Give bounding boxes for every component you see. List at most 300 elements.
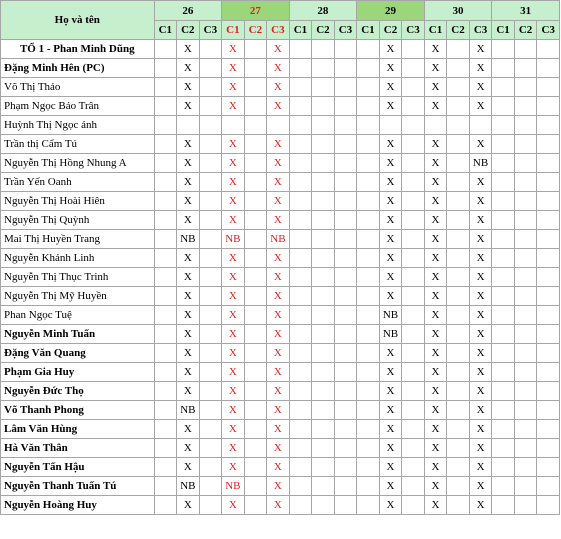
attendance-cell bbox=[244, 344, 267, 363]
attendance-cell: X bbox=[267, 78, 290, 97]
attendance-cell bbox=[492, 40, 515, 59]
attendance-cell: X bbox=[267, 211, 290, 230]
attendance-cell: X bbox=[379, 439, 402, 458]
person-name: Trần thị Cẩm Tú bbox=[1, 135, 155, 154]
attendance-cell: X bbox=[424, 78, 447, 97]
attendance-cell: X bbox=[222, 135, 245, 154]
attendance-cell bbox=[289, 287, 312, 306]
attendance-cell bbox=[514, 59, 537, 78]
attendance-cell: X bbox=[469, 287, 492, 306]
attendance-cell bbox=[447, 211, 470, 230]
attendance-cell bbox=[492, 249, 515, 268]
attendance-cell bbox=[244, 192, 267, 211]
attendance-cell bbox=[154, 230, 177, 249]
attendance-cell bbox=[244, 268, 267, 287]
attendance-cell bbox=[492, 154, 515, 173]
attendance-cell bbox=[357, 306, 380, 325]
attendance-cell bbox=[244, 306, 267, 325]
attendance-cell: X bbox=[177, 135, 200, 154]
attendance-cell bbox=[199, 401, 222, 420]
attendance-cell bbox=[312, 287, 335, 306]
attendance-cell: X bbox=[424, 496, 447, 515]
attendance-cell bbox=[402, 192, 425, 211]
attendance-cell bbox=[312, 496, 335, 515]
attendance-cell bbox=[154, 78, 177, 97]
attendance-cell bbox=[492, 363, 515, 382]
attendance-cell: X bbox=[222, 382, 245, 401]
attendance-cell bbox=[289, 97, 312, 116]
attendance-cell: X bbox=[469, 401, 492, 420]
attendance-cell bbox=[312, 135, 335, 154]
attendance-cell: X bbox=[267, 173, 290, 192]
attendance-cell bbox=[514, 40, 537, 59]
attendance-cell bbox=[244, 230, 267, 249]
attendance-cell bbox=[514, 230, 537, 249]
attendance-cell: X bbox=[267, 135, 290, 154]
attendance-cell bbox=[244, 116, 267, 135]
day-header: 30 bbox=[424, 1, 492, 21]
attendance-cell: X bbox=[379, 268, 402, 287]
table-row bbox=[1, 439, 560, 458]
attendance-cell bbox=[334, 40, 357, 59]
attendance-cell bbox=[312, 116, 335, 135]
attendance-cell bbox=[312, 401, 335, 420]
attendance-cell bbox=[154, 268, 177, 287]
attendance-cell bbox=[334, 306, 357, 325]
table-row bbox=[1, 496, 560, 515]
attendance-cell: X bbox=[424, 211, 447, 230]
attendance-cell: NB bbox=[177, 401, 200, 420]
attendance-cell: X bbox=[267, 477, 290, 496]
attendance-cell bbox=[492, 458, 515, 477]
attendance-cell bbox=[334, 439, 357, 458]
attendance-cell bbox=[402, 154, 425, 173]
attendance-cell bbox=[447, 325, 470, 344]
attendance-cell bbox=[514, 458, 537, 477]
slot-header: C2 bbox=[379, 21, 402, 40]
attendance-cell bbox=[537, 249, 560, 268]
attendance-cell: X bbox=[267, 420, 290, 439]
attendance-cell bbox=[537, 97, 560, 116]
person-name: Phạm Gia Huy bbox=[1, 363, 155, 382]
attendance-cell bbox=[537, 78, 560, 97]
attendance-cell bbox=[154, 344, 177, 363]
attendance-cell bbox=[244, 135, 267, 154]
attendance-cell bbox=[244, 458, 267, 477]
table-row bbox=[1, 78, 560, 97]
attendance-cell bbox=[402, 249, 425, 268]
person-name: Đặng Minh Hên (PC) bbox=[1, 59, 155, 78]
attendance-cell: X bbox=[469, 420, 492, 439]
attendance-cell bbox=[244, 211, 267, 230]
attendance-cell bbox=[244, 477, 267, 496]
slot-header: C3 bbox=[402, 21, 425, 40]
attendance-cell: X bbox=[424, 458, 447, 477]
attendance-cell: X bbox=[222, 268, 245, 287]
attendance-cell: NB bbox=[222, 477, 245, 496]
attendance-cell bbox=[357, 40, 380, 59]
attendance-cell bbox=[312, 306, 335, 325]
attendance-cell bbox=[154, 306, 177, 325]
attendance-cell bbox=[357, 363, 380, 382]
attendance-cell bbox=[199, 439, 222, 458]
attendance-cell bbox=[289, 78, 312, 97]
table-row bbox=[1, 230, 560, 249]
attendance-cell bbox=[289, 230, 312, 249]
attendance-cell bbox=[334, 268, 357, 287]
attendance-cell: X bbox=[469, 40, 492, 59]
attendance-cell: X bbox=[469, 306, 492, 325]
attendance-cell: X bbox=[177, 287, 200, 306]
attendance-cell bbox=[289, 59, 312, 78]
attendance-cell: X bbox=[379, 382, 402, 401]
attendance-cell bbox=[537, 287, 560, 306]
slot-header: C3 bbox=[469, 21, 492, 40]
attendance-cell: X bbox=[222, 287, 245, 306]
attendance-cell: X bbox=[379, 135, 402, 154]
attendance-cell bbox=[357, 382, 380, 401]
attendance-cell bbox=[199, 135, 222, 154]
attendance-cell bbox=[357, 268, 380, 287]
attendance-cell bbox=[199, 458, 222, 477]
attendance-cell bbox=[447, 59, 470, 78]
table-row bbox=[1, 97, 560, 116]
attendance-cell bbox=[334, 135, 357, 154]
attendance-cell bbox=[492, 382, 515, 401]
attendance-cell: X bbox=[177, 382, 200, 401]
attendance-cell bbox=[154, 173, 177, 192]
attendance-cell bbox=[244, 78, 267, 97]
slot-header: C3 bbox=[199, 21, 222, 40]
attendance-cell bbox=[334, 420, 357, 439]
attendance-cell: X bbox=[267, 154, 290, 173]
attendance-cell bbox=[289, 496, 312, 515]
attendance-cell bbox=[492, 135, 515, 154]
day-header: 26 bbox=[154, 1, 222, 21]
attendance-cell bbox=[514, 249, 537, 268]
attendance-cell bbox=[312, 344, 335, 363]
day-header: 29 bbox=[357, 1, 425, 21]
attendance-cell: X bbox=[469, 192, 492, 211]
attendance-cell: NB bbox=[177, 477, 200, 496]
attendance-cell bbox=[537, 116, 560, 135]
attendance-cell bbox=[402, 458, 425, 477]
attendance-cell bbox=[177, 116, 200, 135]
attendance-cell bbox=[447, 477, 470, 496]
attendance-cell: X bbox=[222, 173, 245, 192]
table-row bbox=[1, 116, 560, 135]
attendance-cell: X bbox=[222, 363, 245, 382]
attendance-cell bbox=[312, 325, 335, 344]
attendance-cell bbox=[447, 192, 470, 211]
attendance-cell bbox=[199, 173, 222, 192]
attendance-cell bbox=[537, 401, 560, 420]
attendance-cell bbox=[199, 287, 222, 306]
slot-header: C1 bbox=[424, 21, 447, 40]
attendance-cell: X bbox=[469, 173, 492, 192]
attendance-cell: X bbox=[177, 78, 200, 97]
attendance-cell bbox=[312, 211, 335, 230]
attendance-cell bbox=[312, 458, 335, 477]
attendance-cell bbox=[537, 135, 560, 154]
attendance-cell bbox=[357, 59, 380, 78]
slot-header: C2 bbox=[312, 21, 335, 40]
person-name: Huỳnh Thị Ngọc ánh bbox=[1, 116, 155, 135]
attendance-cell: X bbox=[379, 211, 402, 230]
table-row bbox=[1, 477, 560, 496]
attendance-cell bbox=[334, 154, 357, 173]
attendance-cell bbox=[289, 325, 312, 344]
attendance-cell bbox=[334, 116, 357, 135]
attendance-cell bbox=[312, 268, 335, 287]
person-name: Nguyễn Thị Hoài Hiên bbox=[1, 192, 155, 211]
attendance-cell: X bbox=[469, 230, 492, 249]
attendance-cell bbox=[447, 496, 470, 515]
attendance-cell bbox=[447, 78, 470, 97]
attendance-cell: X bbox=[379, 496, 402, 515]
attendance-cell bbox=[199, 249, 222, 268]
attendance-cell bbox=[312, 97, 335, 116]
slot-header: C3 bbox=[334, 21, 357, 40]
attendance-cell bbox=[514, 287, 537, 306]
attendance-cell bbox=[537, 154, 560, 173]
table-row bbox=[1, 40, 560, 59]
attendance-cell bbox=[334, 97, 357, 116]
attendance-cell: X bbox=[222, 325, 245, 344]
attendance-cell bbox=[154, 477, 177, 496]
attendance-cell bbox=[289, 249, 312, 268]
person-name: Nguyễn Thanh Tuấn Tú bbox=[1, 477, 155, 496]
attendance-cell: X bbox=[177, 496, 200, 515]
attendance-cell bbox=[289, 306, 312, 325]
attendance-cell bbox=[447, 173, 470, 192]
attendance-cell bbox=[289, 173, 312, 192]
attendance-cell bbox=[402, 325, 425, 344]
attendance-cell bbox=[514, 439, 537, 458]
attendance-cell bbox=[199, 59, 222, 78]
attendance-cell: NB bbox=[469, 154, 492, 173]
attendance-cell: X bbox=[177, 344, 200, 363]
person-name: Nguyễn Khánh Linh bbox=[1, 249, 155, 268]
attendance-cell bbox=[514, 382, 537, 401]
attendance-cell bbox=[447, 382, 470, 401]
attendance-cell bbox=[199, 230, 222, 249]
name-column-header: Họ và tên bbox=[1, 1, 155, 40]
attendance-cell bbox=[537, 211, 560, 230]
attendance-cell bbox=[447, 230, 470, 249]
table-row bbox=[1, 287, 560, 306]
table-row bbox=[1, 458, 560, 477]
attendance-cell bbox=[537, 40, 560, 59]
slot-header: C1 bbox=[289, 21, 312, 40]
person-name: Nguyễn Thị Quỳnh bbox=[1, 211, 155, 230]
attendance-cell bbox=[402, 78, 425, 97]
attendance-cell bbox=[289, 116, 312, 135]
attendance-cell: X bbox=[469, 477, 492, 496]
attendance-cell bbox=[537, 268, 560, 287]
attendance-cell bbox=[357, 173, 380, 192]
attendance-cell: X bbox=[469, 268, 492, 287]
attendance-cell bbox=[289, 135, 312, 154]
attendance-cell bbox=[357, 477, 380, 496]
attendance-cell bbox=[154, 458, 177, 477]
attendance-cell bbox=[289, 420, 312, 439]
attendance-cell bbox=[514, 78, 537, 97]
attendance-cell: NB bbox=[267, 230, 290, 249]
attendance-cell bbox=[334, 363, 357, 382]
attendance-cell bbox=[402, 306, 425, 325]
attendance-cell bbox=[402, 496, 425, 515]
attendance-cell bbox=[334, 496, 357, 515]
attendance-cell: X bbox=[469, 496, 492, 515]
attendance-cell bbox=[402, 59, 425, 78]
attendance-cell: X bbox=[424, 325, 447, 344]
attendance-cell bbox=[244, 439, 267, 458]
attendance-cell: X bbox=[177, 420, 200, 439]
attendance-cell: X bbox=[424, 154, 447, 173]
attendance-cell bbox=[447, 135, 470, 154]
attendance-cell bbox=[492, 477, 515, 496]
attendance-cell: X bbox=[469, 59, 492, 78]
attendance-cell: X bbox=[267, 401, 290, 420]
attendance-cell bbox=[402, 40, 425, 59]
attendance-cell bbox=[244, 382, 267, 401]
attendance-cell bbox=[289, 40, 312, 59]
attendance-cell: X bbox=[424, 363, 447, 382]
attendance-cell bbox=[289, 477, 312, 496]
attendance-cell bbox=[154, 382, 177, 401]
attendance-cell bbox=[447, 268, 470, 287]
attendance-cell bbox=[492, 268, 515, 287]
attendance-cell bbox=[312, 154, 335, 173]
attendance-cell bbox=[357, 154, 380, 173]
attendance-cell bbox=[357, 78, 380, 97]
attendance-cell: X bbox=[379, 97, 402, 116]
attendance-cell bbox=[334, 59, 357, 78]
attendance-cell bbox=[312, 382, 335, 401]
attendance-cell bbox=[199, 477, 222, 496]
attendance-cell bbox=[244, 287, 267, 306]
attendance-cell: NB bbox=[379, 325, 402, 344]
attendance-cell bbox=[357, 401, 380, 420]
attendance-cell bbox=[514, 420, 537, 439]
attendance-cell bbox=[289, 363, 312, 382]
slot-header: C3 bbox=[537, 21, 560, 40]
attendance-cell: X bbox=[177, 306, 200, 325]
attendance-cell: X bbox=[222, 249, 245, 268]
attendance-cell bbox=[154, 135, 177, 154]
attendance-cell: X bbox=[222, 458, 245, 477]
person-name: Mai Thị Huyền Trang bbox=[1, 230, 155, 249]
attendance-cell: X bbox=[424, 287, 447, 306]
attendance-cell bbox=[334, 325, 357, 344]
attendance-cell bbox=[312, 78, 335, 97]
attendance-cell: X bbox=[424, 135, 447, 154]
attendance-cell bbox=[402, 420, 425, 439]
attendance-cell bbox=[289, 401, 312, 420]
attendance-cell: X bbox=[424, 306, 447, 325]
person-name: Nguyễn Đức Thọ bbox=[1, 382, 155, 401]
attendance-cell bbox=[492, 496, 515, 515]
attendance-cell bbox=[537, 477, 560, 496]
attendance-cell bbox=[244, 154, 267, 173]
attendance-cell bbox=[402, 173, 425, 192]
attendance-cell bbox=[357, 420, 380, 439]
attendance-cell bbox=[289, 192, 312, 211]
attendance-cell bbox=[402, 363, 425, 382]
slot-header: C2 bbox=[514, 21, 537, 40]
attendance-cell: X bbox=[222, 344, 245, 363]
table-row bbox=[1, 344, 560, 363]
attendance-cell bbox=[492, 116, 515, 135]
table-row bbox=[1, 59, 560, 78]
attendance-cell bbox=[154, 59, 177, 78]
attendance-cell bbox=[492, 287, 515, 306]
attendance-cell bbox=[267, 116, 290, 135]
attendance-cell bbox=[537, 420, 560, 439]
attendance-cell bbox=[402, 287, 425, 306]
attendance-cell: X bbox=[469, 78, 492, 97]
attendance-cell bbox=[492, 97, 515, 116]
attendance-cell bbox=[357, 496, 380, 515]
attendance-cell bbox=[402, 116, 425, 135]
attendance-cell bbox=[199, 306, 222, 325]
attendance-cell bbox=[424, 116, 447, 135]
attendance-cell: X bbox=[222, 211, 245, 230]
attendance-cell bbox=[154, 420, 177, 439]
attendance-cell: X bbox=[424, 173, 447, 192]
slot-header: C1 bbox=[154, 21, 177, 40]
attendance-cell bbox=[514, 192, 537, 211]
attendance-cell bbox=[289, 382, 312, 401]
attendance-cell: X bbox=[379, 401, 402, 420]
attendance-cell: X bbox=[379, 363, 402, 382]
attendance-cell: X bbox=[177, 363, 200, 382]
attendance-cell bbox=[312, 363, 335, 382]
attendance-cell: X bbox=[469, 458, 492, 477]
attendance-cell: X bbox=[222, 59, 245, 78]
table-row bbox=[1, 363, 560, 382]
attendance-cell bbox=[447, 458, 470, 477]
attendance-cell bbox=[289, 344, 312, 363]
attendance-cell: X bbox=[222, 97, 245, 116]
attendance-cell bbox=[154, 401, 177, 420]
person-name: Lâm Văn Hùng bbox=[1, 420, 155, 439]
attendance-cell: NB bbox=[222, 230, 245, 249]
attendance-cell bbox=[199, 154, 222, 173]
attendance-cell bbox=[154, 287, 177, 306]
attendance-cell bbox=[492, 439, 515, 458]
attendance-cell: X bbox=[177, 211, 200, 230]
person-name: Đặng Văn Quang bbox=[1, 344, 155, 363]
attendance-cell bbox=[244, 325, 267, 344]
attendance-cell bbox=[447, 97, 470, 116]
attendance-cell bbox=[514, 363, 537, 382]
attendance-cell: X bbox=[177, 325, 200, 344]
attendance-cell: X bbox=[469, 382, 492, 401]
attendance-cell: X bbox=[267, 268, 290, 287]
attendance-cell: X bbox=[177, 268, 200, 287]
attendance-cell: X bbox=[424, 401, 447, 420]
table-row bbox=[1, 154, 560, 173]
attendance-cell: X bbox=[424, 344, 447, 363]
attendance-cell: X bbox=[177, 439, 200, 458]
attendance-cell bbox=[357, 325, 380, 344]
attendance-cell bbox=[154, 439, 177, 458]
attendance-cell bbox=[514, 173, 537, 192]
attendance-cell: X bbox=[379, 477, 402, 496]
attendance-cell: X bbox=[469, 135, 492, 154]
